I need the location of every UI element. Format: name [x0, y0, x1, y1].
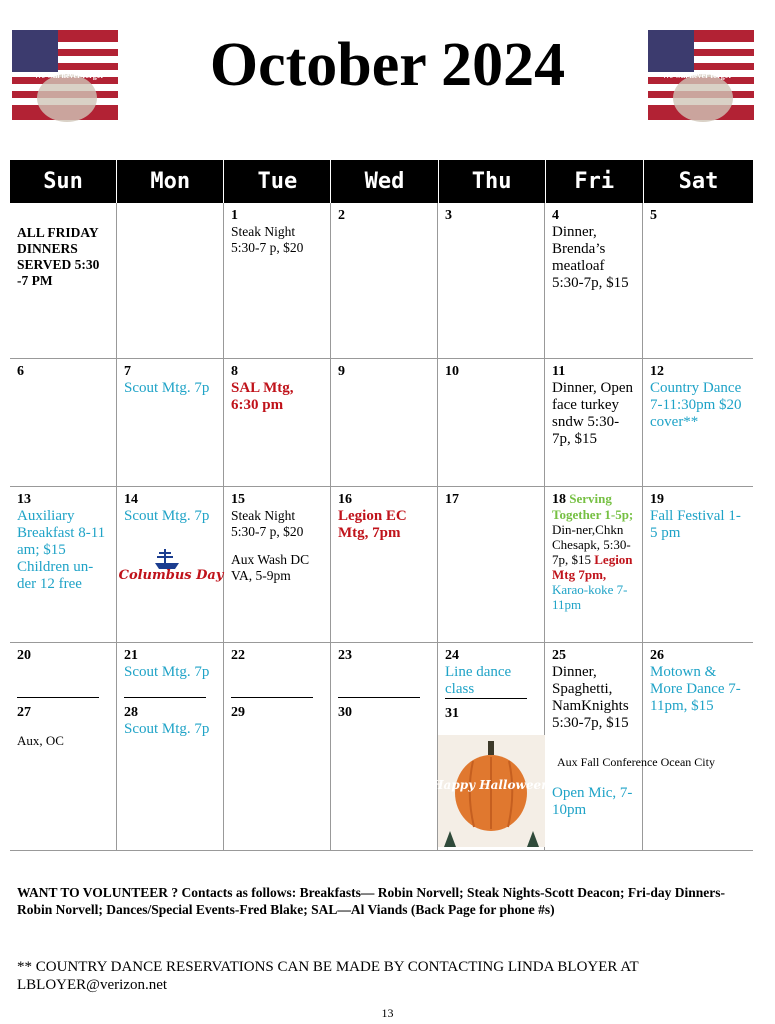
event-text: Fall Festival 1-5 pm: [650, 508, 741, 541]
day-cell: [438, 487, 545, 642]
week-row-1: [10, 203, 753, 359]
day-number-2: 28: [124, 705, 138, 720]
week-row-4: [10, 643, 753, 851]
day-number: 15: [231, 492, 245, 507]
day-number: 24: [445, 648, 459, 663]
event-text: Din-ner,Chkn Chesapk, 5:30-7p, $15: [552, 522, 631, 567]
day-number: 17: [445, 492, 459, 507]
event-text: Legion EC Mtg, 7pm: [338, 508, 407, 541]
event-text: Scout Mtg. 7p: [124, 664, 210, 680]
day-cell: [224, 203, 331, 358]
day-number-2: 30: [338, 705, 352, 720]
day-cell: [438, 203, 545, 358]
day-number: 14: [124, 492, 138, 507]
day-number: 10: [445, 364, 459, 379]
day-cell: [117, 643, 224, 850]
event-text: Auxiliary Breakfast 8-11 am; $15 Children un-der 12 free: [17, 508, 106, 592]
serving-together: Serving Together 1-5p;: [552, 491, 634, 522]
day-number: 5: [650, 208, 657, 223]
weekday-sun: Sun: [10, 160, 117, 203]
day-number-2: 27: [17, 705, 31, 720]
day-cell: [643, 643, 753, 850]
event-text-2: Scout Mtg. 7p: [124, 721, 210, 737]
page-title: October 2024: [209, 31, 566, 99]
day-number: 9: [338, 364, 345, 379]
day-number: 18: [552, 492, 566, 507]
reservation-note: ** COUNTRY DANCE RESERVATIONS CAN BE MADE BY CONTACTING LINDA BLOYER AT LBLOYER@verizon.net: [17, 959, 639, 993]
day-number: 2: [338, 208, 345, 223]
day-cell: [117, 487, 224, 642]
volunteer-note: WANT TO VOLUNTEER ? Contacts as follows: Breakfasts— Robin Norvell; Steak Nights-Scott Deacon; Fri-day Dinners-Robin Norvell; Dances/Special Events-Fred Blake; SAL—Al Viands (Back Page for phone #s): [17, 885, 725, 917]
day-number: 7: [124, 364, 131, 379]
page-number: 13: [381, 1006, 394, 1020]
day-number: 1: [231, 208, 238, 223]
weekday-header: [10, 160, 753, 203]
event-text: Steak Night 5:30-7 p, $20: [231, 508, 304, 539]
halloween-pumpkin-image: [432, 735, 550, 847]
day-number: 26: [650, 648, 664, 663]
weekday-thu: Thu: [439, 160, 546, 203]
day-cell: [117, 359, 224, 486]
weekday-wed: Wed: [331, 160, 438, 203]
day-cell: [432, 643, 550, 850]
day-cell: [545, 359, 643, 486]
day-cell: [643, 487, 753, 642]
weekday-mon: Mon: [117, 160, 224, 203]
day-number: 13: [17, 492, 31, 507]
day-cell: [10, 487, 117, 642]
calendar: [10, 160, 753, 851]
event-text: Scout Mtg. 7p: [124, 508, 210, 524]
legion-meeting: Legion Mtg 7pm,: [552, 552, 633, 582]
day-cell: [10, 359, 117, 486]
weekday-tue: Tue: [224, 160, 331, 203]
week-row-3: [10, 487, 753, 643]
day-cell: [643, 359, 753, 486]
day-number: 21: [124, 648, 138, 663]
divider-line: [231, 697, 313, 698]
event-text: Scout Mtg. 7p: [124, 380, 210, 396]
day-number-2: 29: [231, 705, 245, 720]
divider-line: [124, 697, 206, 698]
day-cell: [10, 643, 117, 850]
dinner-notice: ALL FRIDAY DINNERS SERVED 5:30 -7 PM: [17, 225, 100, 288]
day-number: 8: [231, 364, 238, 379]
divider-line: [338, 697, 420, 698]
day-number: 22: [231, 648, 245, 663]
event-text: Line dance class: [445, 664, 512, 697]
day-cell: [331, 203, 438, 358]
event-text: Steak Night 5:30-7 p, $20: [231, 224, 304, 255]
day-number: 16: [338, 492, 352, 507]
weekday-sat: Sat: [678, 169, 719, 194]
day-number: 20: [17, 648, 31, 663]
day-cell: [224, 643, 331, 850]
event-text: SAL Mtg, 6:30 pm: [231, 380, 294, 413]
day-cell: [224, 359, 331, 486]
day-cell: [10, 203, 117, 358]
flag-caption-right: We will never forget: [662, 71, 731, 80]
day-cell: [331, 487, 438, 642]
day-number: 12: [650, 364, 664, 379]
day-number: 6: [17, 364, 24, 379]
event-text-2: Aux Wash DC VA, 5-9pm: [231, 552, 310, 583]
day-cell-empty: [117, 203, 224, 358]
weekday-fri: Fri: [546, 160, 644, 203]
day-number: 19: [650, 492, 664, 507]
event-text: Dinner, Spaghetti, NamKnights 5:30-7p, $15: [552, 664, 629, 731]
day-number-2: 31: [445, 706, 459, 721]
day-number: 3: [445, 208, 452, 223]
karaoke: Karao-koke 7-11pm: [552, 582, 628, 612]
event-text: Motown & More Dance 7-11pm, $15: [650, 664, 741, 714]
aux-fall-conference: Aux Fall Conference Ocean City: [557, 755, 715, 769]
columbus-day-image: [118, 545, 224, 593]
day-cell: [438, 359, 545, 486]
day-cell: [224, 487, 331, 642]
divider-line: [17, 697, 99, 698]
day-number: 25: [552, 648, 566, 663]
day-cell: [331, 359, 438, 486]
open-mic: Open Mic, 7-10pm: [552, 785, 633, 818]
day-number: 11: [552, 364, 566, 379]
halloween-label: Happy Halloween: [432, 778, 550, 792]
event-text-2: Aux, OC: [17, 733, 64, 748]
week-row-2: [10, 359, 753, 487]
day-cell: [331, 643, 438, 850]
day-cell: [545, 487, 643, 642]
event-text: Dinner, Brenda’s meatloaf 5:30-7p, $15: [552, 224, 629, 291]
day-number: 23: [338, 648, 352, 663]
event-text: Country Dance 7-11:30pm $20 cover**: [650, 380, 742, 430]
columbus-day-label: Columbus Day: [118, 568, 224, 583]
day-number: 4: [552, 208, 559, 223]
day-cell: [545, 203, 643, 358]
event-text: Dinner, Open face turkey sndw 5:30-7p, $15: [552, 380, 634, 447]
flag-caption-left: We will never forget: [34, 71, 103, 80]
day-cell: [643, 203, 753, 358]
divider-line: [445, 698, 527, 699]
